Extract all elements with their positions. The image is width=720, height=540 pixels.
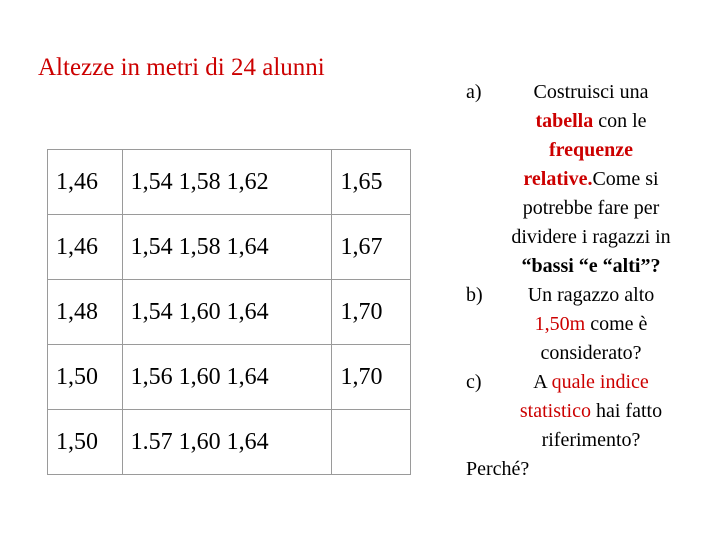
question-text — [506, 368, 676, 455]
questions-list — [466, 78, 716, 484]
question-c — [466, 368, 716, 455]
table-row — [48, 280, 411, 345]
final-question: Perché? — [466, 458, 530, 480]
table-cell: 1,46 — [48, 150, 123, 215]
question-a — [466, 78, 716, 281]
question-text — [506, 281, 676, 368]
question-label: c) — [466, 371, 482, 393]
table-cell: 1,54 1,58 1,64 — [122, 215, 332, 280]
table-cell: 1,50 — [48, 410, 123, 475]
question-text-part: Costruisci una — [533, 81, 649, 103]
highlight-text: “bassi “e “alti”? — [521, 255, 661, 277]
question-text-part: Un ragazzo alto — [527, 284, 655, 306]
table-cell: 1,70 — [332, 345, 411, 410]
table-row — [48, 410, 411, 475]
table-cell: 1,46 — [48, 215, 123, 280]
question-text-part: come è considerato? — [540, 313, 648, 364]
table-cell: 1,54 1,60 1,64 — [122, 280, 332, 345]
page-title: Altezze in metri di 24 alunni — [38, 54, 325, 81]
table-cell: 1,67 — [332, 215, 411, 280]
table-cell: 1,48 — [48, 280, 123, 345]
table-row — [48, 215, 411, 280]
highlight-text: tabella — [535, 110, 594, 132]
table-cell: 1,65 — [332, 150, 411, 215]
highlight-text: frequenze relative. — [523, 139, 634, 190]
heights-table — [47, 149, 411, 475]
question-text-part: hai fatto riferimento? — [541, 400, 663, 451]
question-label: a) — [466, 81, 482, 103]
table-cell: 1,54 1,58 1,62 — [122, 150, 332, 215]
table-cell — [332, 410, 411, 475]
table-row — [48, 150, 411, 215]
table-cell: 1,50 — [48, 345, 123, 410]
highlight-text: quale indice statistico — [519, 371, 649, 422]
question-text-part: A — [533, 371, 552, 393]
question-text-part: Come si potrebbe fare per dividere i ragazzi in — [511, 168, 671, 248]
table-row — [48, 345, 411, 410]
table-cell: 1.57 1,60 1,64 — [122, 410, 332, 475]
highlight-text: 1,50m — [534, 313, 586, 335]
question-text-part: con le — [593, 110, 647, 132]
table-cell: 1,70 — [332, 280, 411, 345]
table-cell: 1,56 1,60 1,64 — [122, 345, 332, 410]
question-b — [466, 281, 716, 368]
question-text — [506, 78, 676, 281]
question-label: b) — [466, 284, 483, 306]
